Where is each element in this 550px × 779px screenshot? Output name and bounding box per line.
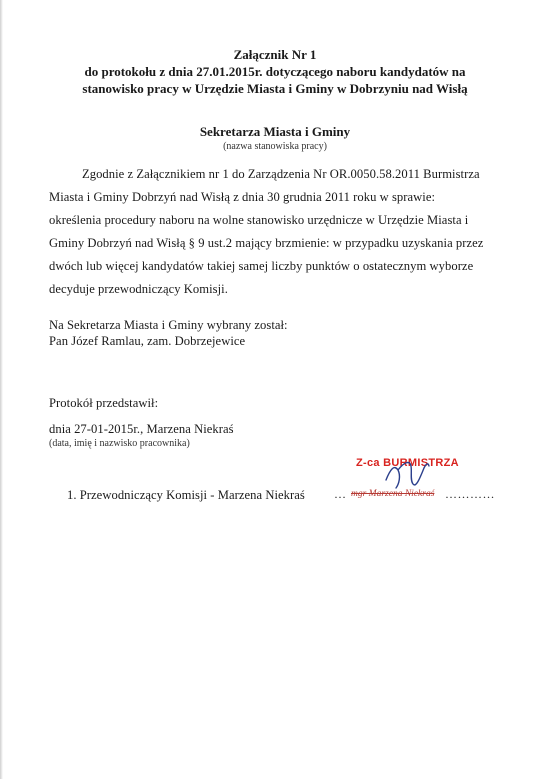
committee-item: 1. Przewodniczący Komisji - Marzena Niekraś <box>67 488 305 502</box>
selected-line-2: Pan Józef Ramlau, zam. Dobrzejewice <box>49 334 246 348</box>
attachment-title: Załącznik Nr 1 <box>233 47 317 62</box>
selected-line-1: Na Sekretarza Miasta i Gminy wybrany został: <box>49 318 288 332</box>
signature-dots-left: … <box>334 487 347 501</box>
position-caption: (nazwa stanowiska pracy) <box>223 141 327 152</box>
handwritten-signature <box>380 458 440 494</box>
body-line-6: decyduje przewodniczący Komisji. <box>49 282 228 296</box>
heading-line-2: do protokołu z dnia 27.01.2015r. dotyczącego naboru kandydatów na <box>84 64 466 79</box>
protocol-label: Protokół przedstawił: <box>49 396 159 410</box>
protocol-caption: (data, imię i nazwisko pracownika) <box>49 438 190 449</box>
body-line-5: dwóch lub więcej kandydatów takiej samej liczby punktów o ostatecznym wyborze <box>49 259 474 273</box>
body-line-4: Gminy Dobrzyń nad Wisłą § 9 ust.2 mający brzmienie: w przypadku uzyskania przez <box>49 236 484 250</box>
body-line-1: Zgodnie z Załącznikiem nr 1 do Zarządzenia Nr OR.0050.58.2011 Burmistrza <box>82 167 480 181</box>
body-line-3: określenia procedury naboru na wolne stanowisko urzędnicze w Urzędzie Miasta i <box>49 213 469 227</box>
stamp-title: Z-ca BURMISTRZA <box>356 457 459 469</box>
protocol-date-line: dnia 27-01-2015r., Marzena Niekraś <box>49 422 234 436</box>
body-line-2: Miasta i Gminy Dobrzyń nad Wisłą z dnia 30 grudnia 2011 roku w sprawie: <box>49 190 436 204</box>
heading-line-3: stanowisko pracy w Urzędzie Miasta i Gminy w Dobrzyniu nad Wisłą <box>82 81 468 96</box>
stamp-name: mgr Marzena Niekraś <box>351 489 435 499</box>
signature-dots-right: ………… <box>445 487 495 501</box>
scan-edge-shadow <box>0 0 3 779</box>
position-name: Sekretarza Miasta i Gminy <box>199 124 351 139</box>
